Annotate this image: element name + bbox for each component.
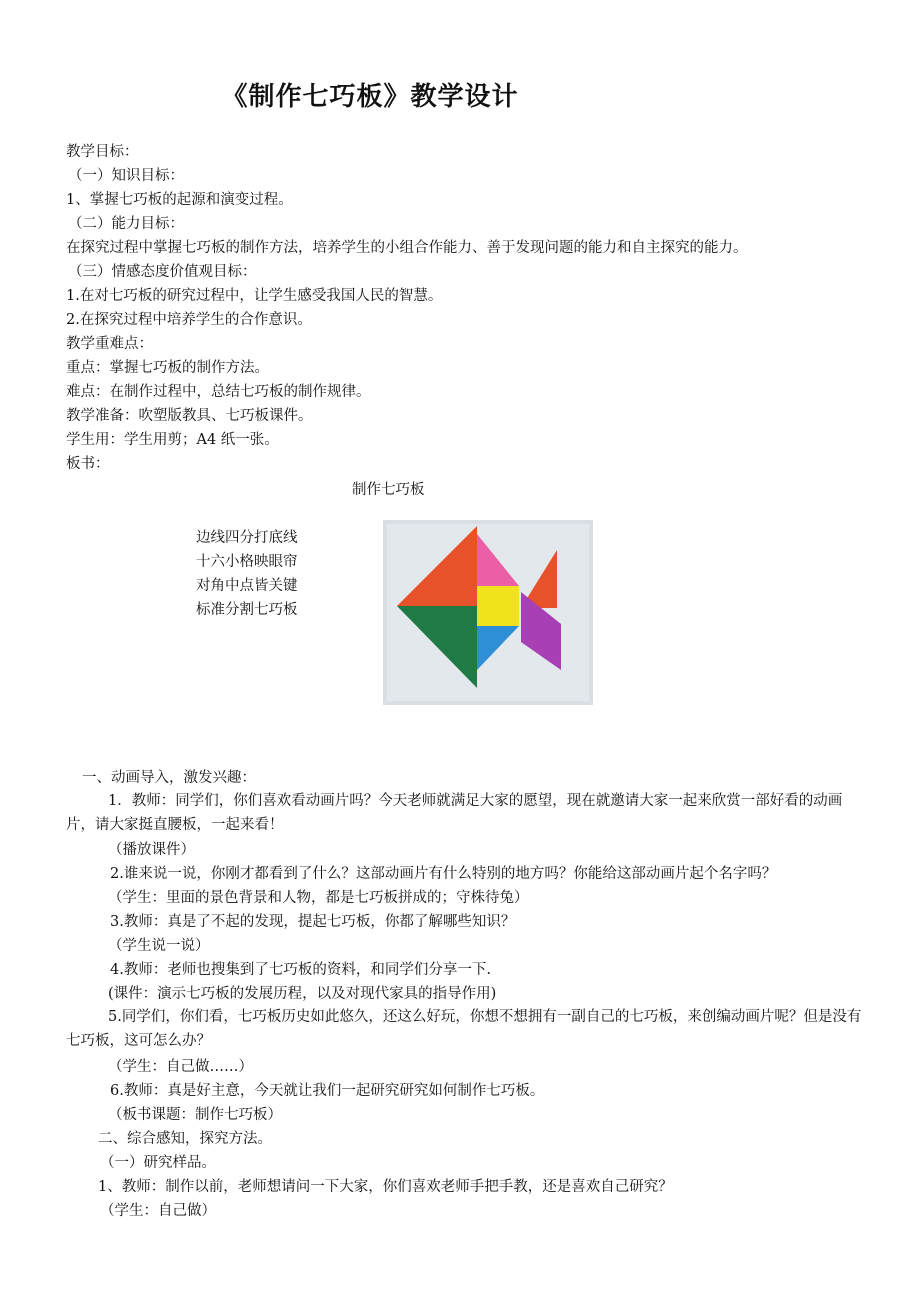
s2-subheading: （一）研究样品。 — [100, 1155, 216, 1171]
poem-line: 标准分割七巧板 — [196, 602, 298, 618]
tangram-fish-image — [383, 520, 593, 705]
s1-step5-note: （学生：自己做……） — [108, 1059, 253, 1075]
poem-line: 边线四分打底线 — [196, 530, 298, 546]
knowledge-item: 1、掌握七巧板的起源和演变过程。 — [66, 192, 293, 208]
ability-heading: （二）能力目标： — [68, 216, 184, 232]
s1-step2: 2.谁来说一说，你刚才都看到了什么？这部动画片有什么特别的地方吗？你能给这部动画片起个名字吗？ — [110, 866, 777, 882]
difficult-point: 难点：在制作过程中，总结七巧板的制作规律。 — [66, 384, 371, 400]
s1-step4-note: (课件：演示七巧板的发展历程，以及对现代家具的指导作用) — [108, 986, 497, 1002]
poem-line: 对角中点皆关键 — [196, 578, 298, 594]
knowledge-heading: （一）知识目标： — [68, 168, 184, 184]
s1-step6-note: （板书课题：制作七巧板） — [108, 1107, 282, 1123]
s1-step2-note: （学生：里面的景色背景和人物，都是七巧板拼成的；守株待兔） — [108, 890, 529, 906]
s1-step1: 1．教师：同学们，你们喜欢看动画片吗？今天老师就满足大家的愿望，现在就邀请大家一起来欣赏一部好看的动画片，请大家挺直腰板，一起来看！ — [66, 793, 843, 833]
s1-step4: 4.教师：老师也搜集到了七巧板的资料，和同学们分享一下. — [110, 962, 491, 978]
emotion-item-1: 1.在对七巧板的研究过程中，让学生感受我国人民的智慧。 — [66, 288, 443, 304]
ability-item: 在探究过程中掌握七巧板的制作方法，培养学生的小组合作能力、善于发现问题的能力和自主探究的能力。 — [66, 240, 748, 256]
keypoints-heading: 教学重难点： — [66, 336, 153, 352]
s1-step6: 6.教师：真是好主意，今天就让我们一起研究研究如何制作七巧板。 — [110, 1083, 545, 1099]
emotion-heading: （三）情感态度价值观目标： — [68, 264, 257, 280]
board-title: 制作七巧板 — [352, 482, 425, 498]
student-preparation: 学生用：学生用剪；A4 纸一张。 — [66, 432, 279, 448]
s1-step5: 5.同学们，你们看，七巧板历史如此悠久，还这么好玩，你想不想拥有一副自己的七巧板，来创编动画片呢？但是没有七巧板，这可怎么办？ — [66, 1009, 862, 1049]
document-title: 《制作七巧板》教学设计 — [221, 82, 519, 112]
emotion-item-2: 2.在探究过程中培养学生的合作意识。 — [66, 312, 312, 328]
tangram-yellow-square — [477, 586, 519, 626]
teacher-preparation: 教学准备：吹塑版教具、七巧板课件。 — [66, 408, 313, 424]
board-label: 板书： — [66, 456, 110, 472]
objectives-heading: 教学目标： — [66, 144, 139, 160]
s1-step3: 3.教师：真是了不起的发现，提起七巧板，你都了解哪些知识？ — [110, 914, 516, 930]
section1-heading: 一、动画导入，激发兴趣： — [82, 770, 256, 786]
poem-line: 十六小格映眼帘 — [196, 554, 298, 570]
s2-step1: 1、教师：制作以前，老师想请问一下大家，你们喜欢老师手把手教，还是喜欢自己研究？ — [98, 1179, 673, 1195]
key-point: 重点：掌握七巧板的制作方法。 — [66, 360, 269, 376]
section2-heading: 二、综合感知，探究方法。 — [98, 1131, 272, 1147]
s1-step3-note: （学生说一说） — [108, 938, 210, 954]
board-poem — [196, 526, 298, 622]
s1-step1-note: （播放课件） — [108, 842, 195, 858]
s2-step1-note: （学生：自己做） — [100, 1203, 216, 1219]
